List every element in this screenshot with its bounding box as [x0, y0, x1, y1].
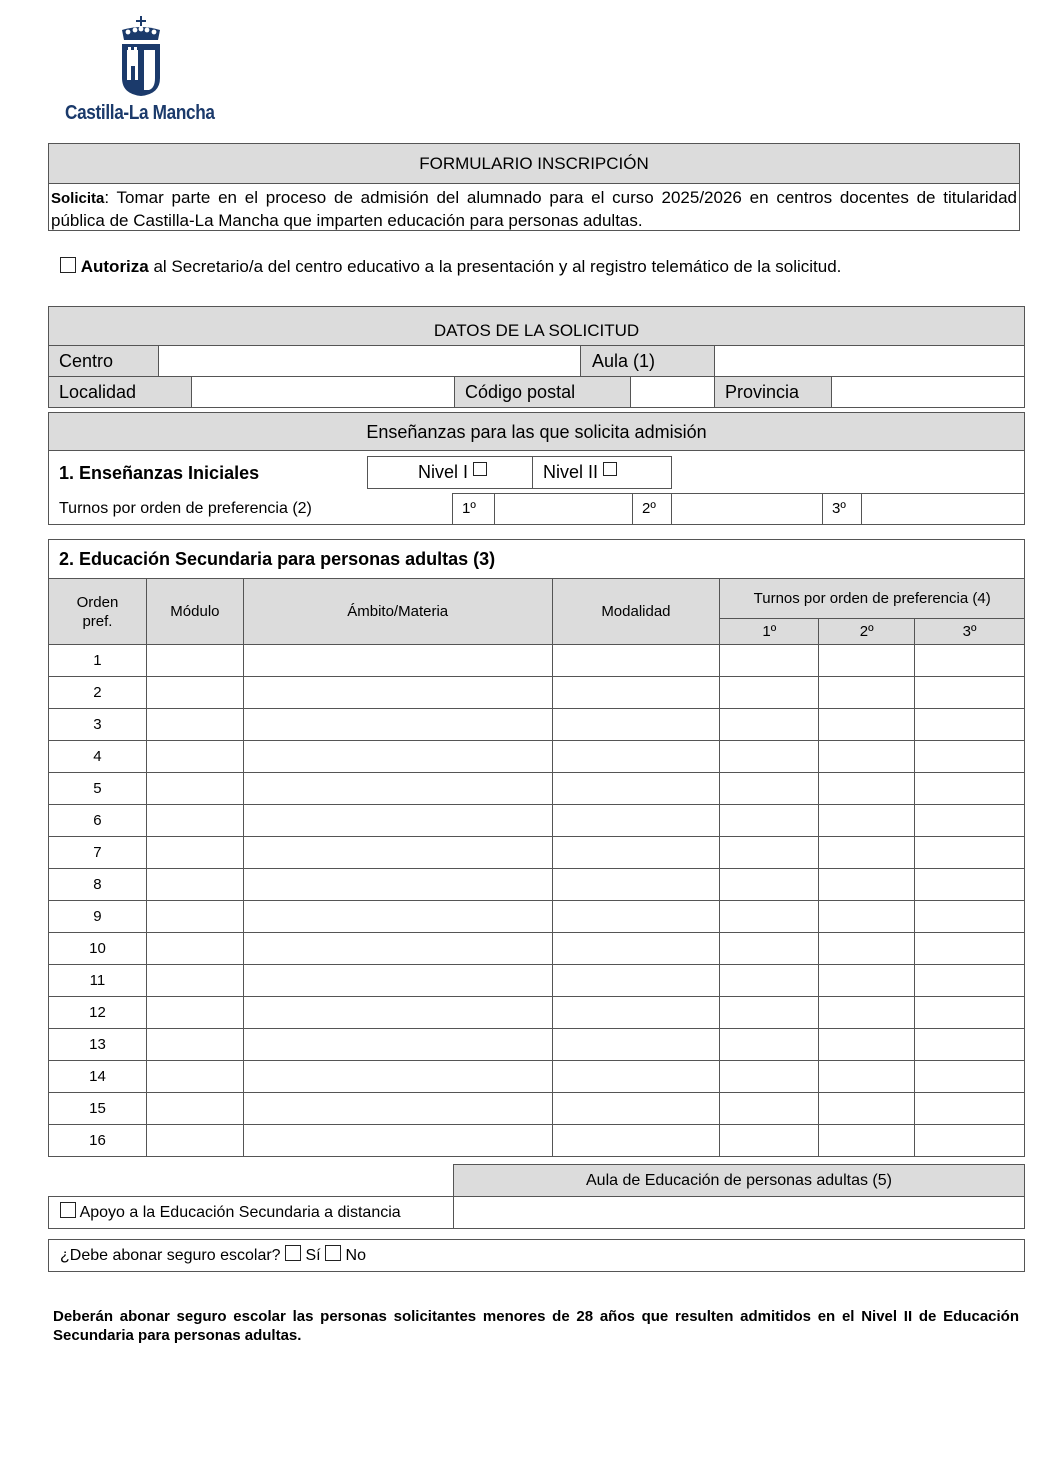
ambito-cell[interactable] — [243, 901, 552, 933]
table-row — [49, 709, 1025, 741]
ambito-cell[interactable] — [243, 709, 552, 741]
row-number: 10 — [49, 933, 147, 965]
modulo-cell[interactable] — [146, 677, 243, 709]
cp-label: Código postal — [454, 376, 631, 408]
nivel2-checkbox[interactable] — [603, 462, 617, 476]
modulo-cell[interactable] — [146, 933, 243, 965]
modalidad-cell[interactable] — [552, 965, 720, 997]
turno-2-cell[interactable] — [819, 869, 915, 901]
authorization-checkbox[interactable] — [60, 257, 76, 273]
footer-note: Deberán abonar seguro escolar las personas solicitantes menores de 28 años que resulten admitidos en el Nivel II de Educación Secundaria para personas adultas. — [53, 1308, 1019, 1344]
authorization-bold: Autoriza — [80, 257, 149, 276]
col-turno-2: 2º — [819, 619, 915, 645]
table-row — [49, 645, 1025, 677]
apoyo-checkbox[interactable] — [60, 1202, 76, 1218]
turno-1-cell[interactable] — [720, 965, 819, 997]
modalidad-cell[interactable] — [552, 1029, 720, 1061]
authorization-text: al Secretario/a del centro educativo a la presentación y al registro telemático de la solicitud. — [148, 257, 842, 276]
apoyo-row — [48, 1196, 454, 1229]
table-row — [49, 997, 1025, 1029]
ensenanzas-title: Enseñanzas para las que solicita admisión — [49, 413, 1024, 451]
table-row — [49, 1125, 1025, 1157]
turno-3-cell[interactable] — [915, 869, 1025, 901]
row-number: 4 — [49, 741, 147, 773]
modulo-cell[interactable] — [146, 869, 243, 901]
col-modulo: Módulo — [146, 579, 243, 645]
turno-3-cell[interactable] — [915, 1093, 1025, 1125]
modulo-cell[interactable] — [146, 741, 243, 773]
turno-1-cell[interactable] — [720, 677, 819, 709]
provincia-label: Provincia — [714, 376, 832, 408]
turno-1-cell[interactable] — [720, 773, 819, 805]
aula-field[interactable] — [453, 1196, 1025, 1229]
turno-3-cell[interactable] — [915, 677, 1025, 709]
aula-label: Aula (1) — [580, 345, 715, 377]
turno-3-cell[interactable] — [915, 1029, 1025, 1061]
turno-1-cell[interactable] — [720, 997, 819, 1029]
ambito-cell[interactable] — [243, 869, 552, 901]
modulo-cell[interactable] — [146, 805, 243, 837]
seguro-si-label: Sí — [305, 1247, 321, 1264]
table-row — [49, 741, 1025, 773]
modalidad-cell[interactable] — [552, 1125, 720, 1157]
form-header — [48, 143, 1020, 231]
row-number: 14 — [49, 1061, 147, 1093]
table-row — [49, 933, 1025, 965]
table-row — [49, 805, 1025, 837]
turno-3-cell[interactable] — [915, 1125, 1025, 1157]
modalidad-cell[interactable] — [552, 997, 720, 1029]
turno2-label: 2º — [632, 493, 672, 525]
nivel1-box: Nivel I — [367, 456, 533, 489]
modalidad-cell[interactable] — [552, 773, 720, 805]
ambito-cell[interactable] — [243, 837, 552, 869]
col-turno-3: 3º — [915, 619, 1025, 645]
turno-2-cell[interactable] — [819, 901, 915, 933]
ambito-cell[interactable] — [243, 645, 552, 677]
ambito-cell[interactable] — [243, 741, 552, 773]
seguro-no-checkbox[interactable] — [325, 1245, 341, 1261]
row-number: 7 — [49, 837, 147, 869]
ambito-cell[interactable] — [243, 677, 552, 709]
logo-text: Castilla-La Mancha — [65, 102, 215, 124]
turno1-label: 1º — [452, 493, 495, 525]
turno-2-cell[interactable] — [819, 933, 915, 965]
iniciales-title: 1. Enseñanzas Iniciales — [59, 463, 260, 483]
ambito-cell[interactable] — [243, 965, 552, 997]
turno-2-cell[interactable] — [819, 837, 915, 869]
nivel1-checkbox[interactable] — [473, 462, 487, 476]
ambito-cell[interactable] — [243, 1029, 552, 1061]
modalidad-cell[interactable] — [552, 677, 720, 709]
row-number: 3 — [49, 709, 147, 741]
turno-3-cell[interactable] — [915, 901, 1025, 933]
turno-3-cell[interactable] — [915, 709, 1025, 741]
seguro-row — [48, 1239, 1025, 1272]
col-modalidad: Modalidad — [552, 579, 720, 645]
centro-field[interactable] — [158, 345, 581, 377]
col-orden: Orden pref. — [49, 579, 147, 645]
turno3-field[interactable] — [861, 493, 1025, 525]
turno-2-cell[interactable] — [819, 709, 915, 741]
modulo-cell[interactable] — [146, 997, 243, 1029]
ambito-cell[interactable] — [243, 773, 552, 805]
modulo-cell[interactable] — [146, 1029, 243, 1061]
turno-3-cell[interactable] — [915, 837, 1025, 869]
table-row — [49, 901, 1025, 933]
ambito-cell[interactable] — [243, 933, 552, 965]
turno-1-cell[interactable] — [720, 1029, 819, 1061]
turno-1-cell[interactable] — [720, 1125, 819, 1157]
turno-2-cell[interactable] — [819, 997, 915, 1029]
solicita-text: Solicita: Tomar parte en el proceso de admisión del alumnado para el curso 2025/2026 en centros docentes de titularidad pública de Castilla-La Mancha que imparten educación para personas adultas. — [51, 188, 1017, 230]
table-row — [49, 869, 1025, 901]
turno-1-cell[interactable] — [720, 1061, 819, 1093]
turno-2-cell[interactable] — [819, 965, 915, 997]
secundaria-table — [48, 578, 1025, 1157]
turno-3-cell[interactable] — [915, 1061, 1025, 1093]
turno-1-cell[interactable] — [720, 901, 819, 933]
row-number: 6 — [49, 805, 147, 837]
nivel2-box: Nivel II — [532, 456, 672, 489]
table-row — [49, 773, 1025, 805]
col-turno-1: 1º — [720, 619, 819, 645]
row-number: 5 — [49, 773, 147, 805]
row-number: 2 — [49, 677, 147, 709]
centro-label: Centro — [48, 345, 159, 377]
solicita-label: Solicita — [51, 190, 105, 207]
row-number: 8 — [49, 869, 147, 901]
modulo-cell[interactable] — [146, 773, 243, 805]
aula-field[interactable] — [714, 345, 1025, 377]
solicitud-title: DATOS DE LA SOLICITUD — [49, 307, 1024, 345]
seguro-question: ¿Debe abonar seguro escolar? — [60, 1247, 281, 1264]
row-number: 11 — [49, 965, 147, 997]
localidad-field[interactable] — [191, 376, 455, 408]
turno-3-cell[interactable] — [915, 997, 1025, 1029]
turno-2-cell[interactable] — [819, 1125, 915, 1157]
modulo-cell[interactable] — [146, 1125, 243, 1157]
turno-3-cell[interactable] — [915, 645, 1025, 677]
turno-2-cell[interactable] — [819, 1061, 915, 1093]
turno-1-cell[interactable] — [720, 837, 819, 869]
aula-header: Aula de Educación de personas adultas (5) — [453, 1164, 1025, 1197]
logo — [60, 14, 230, 126]
turno-2-cell[interactable] — [819, 677, 915, 709]
turno2-field[interactable] — [671, 493, 823, 525]
turno-1-cell[interactable] — [720, 869, 819, 901]
turno-3-cell[interactable] — [915, 933, 1025, 965]
turno-3-cell[interactable] — [915, 741, 1025, 773]
turno-1-cell[interactable] — [720, 933, 819, 965]
modulo-cell[interactable] — [146, 837, 243, 869]
turno-1-cell[interactable] — [720, 709, 819, 741]
ambito-cell[interactable] — [243, 1093, 552, 1125]
modalidad-cell[interactable] — [552, 869, 720, 901]
form-title: FORMULARIO INSCRIPCIÓN — [49, 144, 1019, 184]
table-row — [49, 677, 1025, 709]
modulo-cell[interactable] — [146, 901, 243, 933]
turnos-label: Turnos por orden de preferencia (2) — [59, 500, 312, 517]
modalidad-cell[interactable] — [552, 709, 720, 741]
apoyo-label: Apoyo a la Educación Secundaria a distancia — [79, 1204, 401, 1221]
turno-2-cell[interactable] — [819, 773, 915, 805]
solicitud-section — [48, 306, 1025, 408]
modalidad-cell[interactable] — [552, 933, 720, 965]
modalidad-cell[interactable] — [552, 1061, 720, 1093]
col-turnos: Turnos por orden de preferencia (4) — [720, 579, 1025, 619]
col-ambito: Ámbito/Materia — [243, 579, 552, 645]
table-row — [49, 1061, 1025, 1093]
ambito-cell[interactable] — [243, 805, 552, 837]
modulo-cell[interactable] — [146, 645, 243, 677]
modulo-cell[interactable] — [146, 965, 243, 997]
row-number: 1 — [49, 645, 147, 677]
coat-of-arms-icon — [116, 16, 166, 98]
turno1-field[interactable] — [494, 493, 633, 525]
turno-2-cell[interactable] — [819, 645, 915, 677]
table-row — [49, 1093, 1025, 1125]
secundaria-title-box — [48, 539, 1025, 579]
turno-3-cell[interactable] — [915, 965, 1025, 997]
modalidad-cell[interactable] — [552, 1093, 720, 1125]
seguro-si-checkbox[interactable] — [285, 1245, 301, 1261]
turno-1-cell[interactable] — [720, 1093, 819, 1125]
seguro-no-label: No — [345, 1247, 366, 1264]
ensenanzas-section — [48, 412, 1025, 525]
ambito-cell[interactable] — [243, 1125, 552, 1157]
turno-3-cell[interactable] — [915, 805, 1025, 837]
ambito-cell[interactable] — [243, 997, 552, 1029]
modalidad-cell[interactable] — [552, 741, 720, 773]
turno-1-cell[interactable] — [720, 645, 819, 677]
turno-1-cell[interactable] — [720, 805, 819, 837]
turno-2-cell[interactable] — [819, 805, 915, 837]
row-number: 12 — [49, 997, 147, 1029]
table-row — [49, 1029, 1025, 1061]
modalidad-cell[interactable] — [552, 645, 720, 677]
cp-field[interactable] — [630, 376, 715, 408]
row-number: 16 — [49, 1125, 147, 1157]
row-number: 13 — [49, 1029, 147, 1061]
turno-3-cell[interactable] — [915, 773, 1025, 805]
table-row — [49, 837, 1025, 869]
table-row — [49, 965, 1025, 997]
ambito-cell[interactable] — [243, 1061, 552, 1093]
modalidad-cell[interactable] — [552, 805, 720, 837]
row-number: 9 — [49, 901, 147, 933]
modalidad-cell[interactable] — [552, 901, 720, 933]
modulo-cell[interactable] — [146, 1061, 243, 1093]
row-number: 15 — [49, 1093, 147, 1125]
turno-2-cell[interactable] — [819, 1029, 915, 1061]
modalidad-cell[interactable] — [552, 837, 720, 869]
modulo-cell[interactable] — [146, 1093, 243, 1125]
secundaria-title: 2. Educación Secundaria para personas adultas (3) — [59, 549, 496, 569]
turno3-label: 3º — [822, 493, 862, 525]
turno-1-cell[interactable] — [720, 741, 819, 773]
authorization-row — [60, 257, 841, 277]
turno-2-cell[interactable] — [819, 1093, 915, 1125]
localidad-label: Localidad — [48, 376, 192, 408]
provincia-field[interactable] — [831, 376, 1025, 408]
turno-2-cell[interactable] — [819, 741, 915, 773]
modulo-cell[interactable] — [146, 709, 243, 741]
